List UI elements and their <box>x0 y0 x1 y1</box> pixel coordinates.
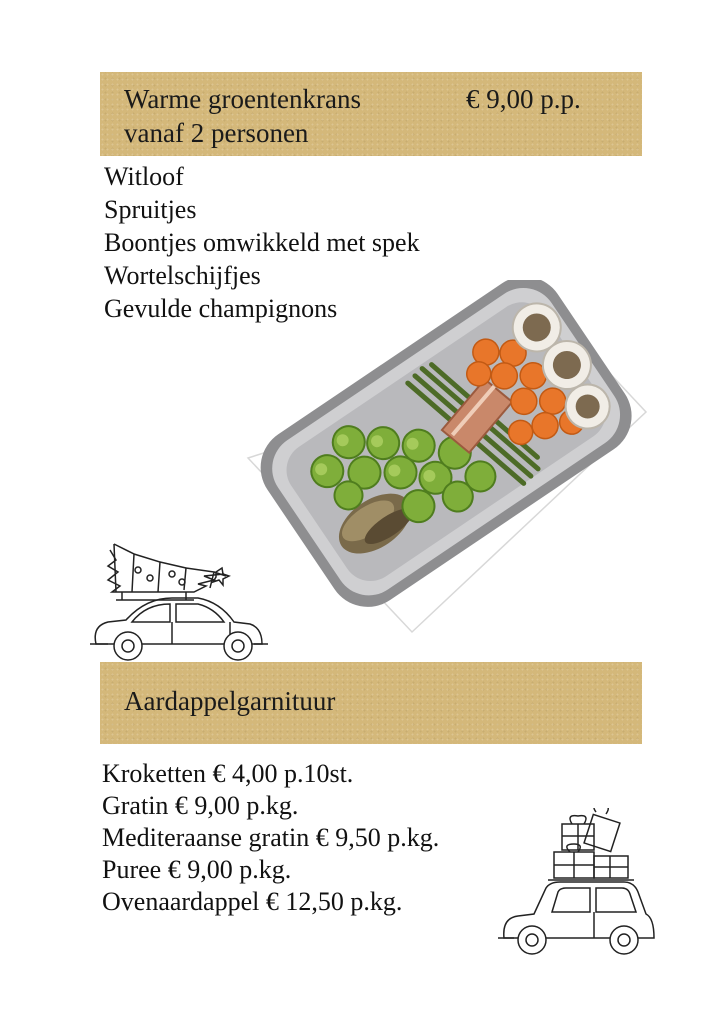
list-item: Spruitjes <box>104 195 197 224</box>
list-item: Gratin € 9,00 p.kg. <box>102 791 299 820</box>
list-item: Ovenaardappel € 12,50 p.kg. <box>102 887 403 916</box>
section1-price: € 9,00 p.p. <box>466 84 581 114</box>
car-with-gifts-illustration <box>498 808 658 964</box>
list-item: Mediteraanse gratin € 9,50 p.kg. <box>102 823 440 852</box>
list-item: Wortelschijfjes <box>104 261 261 290</box>
list-item: Gevulde champignons <box>104 294 338 323</box>
list-item: Witloof <box>104 162 184 191</box>
list-item: Boontjes omwikkeld met spek <box>104 228 420 257</box>
list-item: Puree € 9,00 p.kg. <box>102 855 292 884</box>
list-item: Kroketten € 4,00 p.10st. <box>102 759 354 788</box>
section1-subtitle: vanaf 2 personen <box>124 118 309 148</box>
section1-header-band <box>100 72 642 156</box>
section2-title: Aardappelgarnituur <box>124 686 336 716</box>
car-with-tree-illustration <box>86 540 272 664</box>
section2-header-band <box>100 662 642 744</box>
section2-item-list <box>102 758 439 918</box>
vegetable-tray-image <box>240 280 660 640</box>
section1-title: Warme groentenkrans <box>124 84 361 114</box>
